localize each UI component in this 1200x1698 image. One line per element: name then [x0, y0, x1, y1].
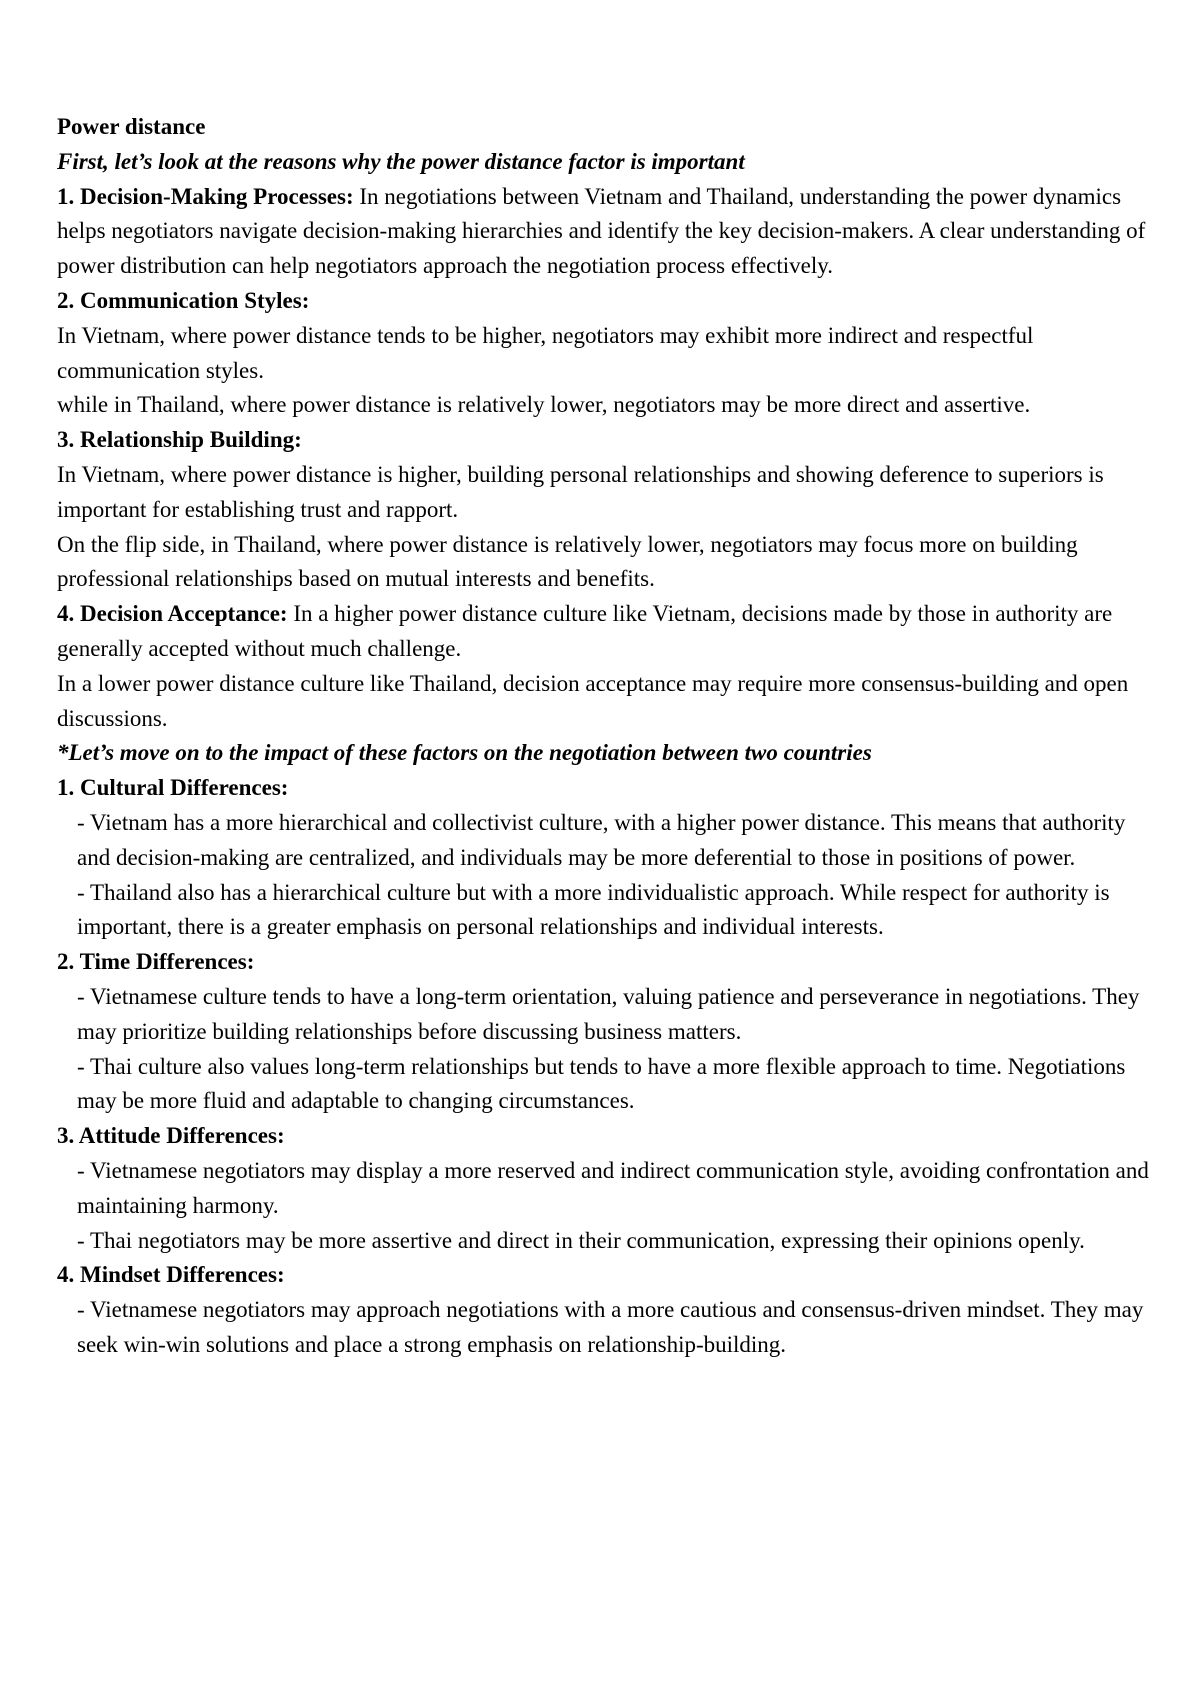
paragraph-communication-vietnam: In Vietnam, where power distance tends to be higher, negotiators may exhibit more indirect and respectful communication styles. [57, 322, 1034, 383]
item-label-communication-styles: 2. Communication Styles: [57, 287, 310, 313]
paragraph-cultural-vietnam: - Vietnam has a more hierarchical and collectivist culture, with a higher power distance. This means that authority and decision-making are centralized, and individuals may be more deferential to those in positions of power. [77, 809, 1126, 870]
paragraph-decision-making [57, 180, 1160, 284]
item-label-mindset-differences: 4. Mindset Differences: [57, 1262, 285, 1288]
item-label-cultural-differences: 1. Cultural Differences: [57, 775, 289, 801]
item-text: In a higher power distance culture like Vietnam, decisions made by those in authority are generally accepted without much challenge. [57, 601, 1113, 661]
paragraph-communication-thailand: while in Thailand, where power distance is relatively lower, negotiators may be more direct and assertive. [57, 392, 1031, 418]
item-label: 4. Decision Acceptance: [57, 601, 288, 627]
paragraph-decision-acceptance-thailand: In a lower power distance culture like Thailand, decision acceptance may require more consensus-building and open discussions. [57, 670, 1129, 731]
page-title: Power distance [57, 114, 206, 139]
paragraph-time-thailand: - Thai culture also values long-term relationships but tends to have a more flexible approach to time. Negotiations may be more fluid and adaptable to changing circumstances. [77, 1053, 1126, 1114]
paragraph-relationship-vietnam: In Vietnam, where power distance is higher, building personal relationships and showing deference to superiors is important for establishing trust and rapport. [57, 461, 1104, 522]
paragraph-mindset-vietnam: - Vietnamese negotiators may approach negotiations with a more cautious and consensus-driven mindset. They may seek win-win solutions and place a strong emphasis on relationship-building. [77, 1297, 1144, 1357]
paragraph-cultural-thailand: - Thailand also has a hierarchical culture but with a more individualistic approach. While respect for authority is important, there is a greater emphasis on personal relationships and individual interests. [77, 879, 1110, 940]
item-label: 1. Decision-Making Processes: [57, 183, 354, 209]
paragraph-relationship-thailand: On the flip side, in Thailand, where power distance is relatively lower, negotiators may focus more on building professional relationships based on mutual interests and benefits. [57, 531, 1078, 592]
item-label-time-differences: 2. Time Differences: [57, 949, 255, 975]
paragraph-time-vietnam: - Vietnamese culture tends to have a long-term orientation, valuing patience and perseverance in negotiations. They may prioritize building relationships before discussing business matters. [77, 983, 1140, 1044]
section-heading-impact: *Let’s move on to the impact of these factors on the negotiation between two countries [57, 740, 872, 766]
paragraph-decision-acceptance [57, 597, 1160, 667]
paragraph-attitude-vietnam: - Vietnamese negotiators may display a more reserved and indirect communication style, avoiding confrontation and maintaining harmony. [77, 1157, 1149, 1218]
section-heading-importance: First, let’s look at the reasons why the power distance factor is important [57, 148, 745, 174]
item-label-attitude-differences: 3. Attitude Differences: [57, 1123, 285, 1149]
paragraph-attitude-thailand: - Thai negotiators may be more assertive and direct in their communication, expressing their opinions openly. [77, 1227, 1085, 1253]
item-label-relationship-building: 3. Relationship Building: [57, 427, 302, 453]
item-text: In negotiations between Vietnam and Thailand, understanding the power dynamics helps negotiators navigate decision-making hierarchies and identify the key decision-makers. A clear understanding of power distribution can help negotiators approach the negotiation process effectively. [57, 183, 1146, 279]
